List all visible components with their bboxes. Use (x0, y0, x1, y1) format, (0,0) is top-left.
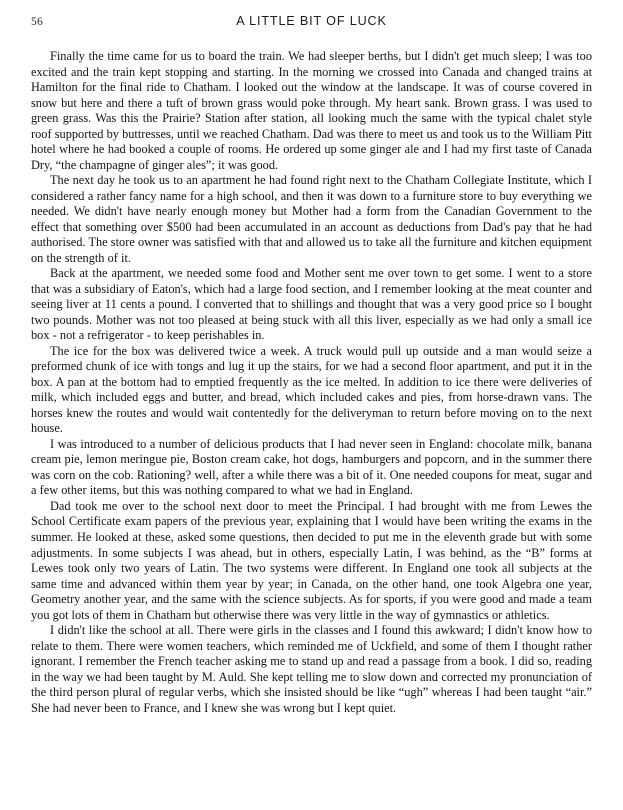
paragraph: Dad took me over to the school next door to meet the Principal. I had brought with me from Lewes the School Certificate exam papers of the previous year, explaining that I would have been writing the exams in the summer. He looked at these, asked some questions, then decided to put me in the eleventh grade but with some adjustments. In some subjects I was ahead, but in others, especially Latin, I was behind, as the “B” forms at Lewes took only two years of Latin. The two systems were different. In England one took all subjects at the same time and advanced within them year by year; in Canada, on the other hand, one took Algebra one year, Geometry another year, and the same with the science subjects. As for sports, if you were good and made a team you got lots of them in Chatham but otherwise there was very little in the way of gymnastics or athletics. (31, 498, 592, 622)
paragraph: Finally the time came for us to board the train. We had sleeper berths, but I didn't get much sleep; I was too excited and the train kept stopping and starting. In the morning we crossed into Canada and changed trains at Hamilton for the final ride to Chatham. I looked out the window at the landscape. It was of course covered in snow but here and there a tuft of brown grass would poke through. My heart sank. Brown grass. I was used to green grass. Was this the Prairie? Station after station, all looking much the same with the typical chalet style roof supported by buttresses, until we reached Chatham. Dad was there to meet us and took us to the William Pitt hotel where he had booked a couple of rooms. He ordered up some ginger ale and I had my first taste of Canada Dry, “the champagne of ginger ales”; it was good. (31, 49, 592, 172)
body-text-block (31, 49, 592, 716)
paragraph: The ice for the box was delivered twice a week. A truck would pull up outside and a man would seize a preformed chunk of ice with tongs and lug it up the stairs, for we had a second floor apartment, and put it in the box. A pan at the bottom had to emptied frequently as the ice melted. In addition to ice there were deliveries of milk, which included eggs and butter, and bread, which included cakes and pies, from horse-drawn vans. The horses knew the routes and would wait contentedly for the deliveryman to return before moving on to the next house. (31, 343, 592, 436)
page-number: 56 (31, 16, 43, 28)
paragraph: The next day he took us to an apartment he had found right next to the Chatham Collegiate Institute, which I considered a rather fancy name for a high school, and then it was down to a furniture store to buy everything we needed. We didn't have nearly enough money but Mother had a form from the Canadian Government to the effect that something over $500 had been accumulated in an account as deductions from Dad's pay that he had authorised. The store owner was satisfied with that and allowed us to take all the furniture and kitchen equipment on the strength of it. (31, 173, 592, 265)
paragraph: Back at the apartment, we needed some food and Mother sent me over town to get some. I went to a store that was a subsidiary of Eaton's, which had a large food section, and I remember looking at the meat counter and seeing liver at 11 cents a pound. I converted that to shillings and thought that was a very good price so I bought two pounds. Mother was not too pleased at being stuck with all this liver, especially as we had only a small ice box - not a refrigerator - to keep perishables in. (31, 266, 592, 343)
paragraph: I was introduced to a number of delicious products that I had never seen in England: chocolate milk, banana cream pie, lemon meringue pie, Boston cream cake, hot dogs, hamburgers and popcorn, and in the summer there was corn on the cob. Rationing? well, after a while there was a bit of it. One needed coupons for meat, sugar and a few other items, but this was nothing compared to what we had in England. (31, 436, 592, 498)
running-head-title: A LITTLE BIT OF LUCK (236, 14, 387, 28)
paragraph: I didn't like the school at all. There were girls in the classes and I found this awkward; I didn't know how to relate to them. There were women teachers, which reminded me of Uckfield, and some of them I thought rather ignorant. I remember the French teacher asking me to stand up and read a passage from a book. I did so, reading in the way we had been taught by M. Auld. She kept telling me to slow down and corrected my pronunciation of the third person plural of regular verbs, which she insisted should be like “ugh” whereas I had been taught “air.” She had never been to France, and I knew she was wrong but I kept quiet. (31, 623, 592, 715)
page-header (31, 14, 592, 32)
